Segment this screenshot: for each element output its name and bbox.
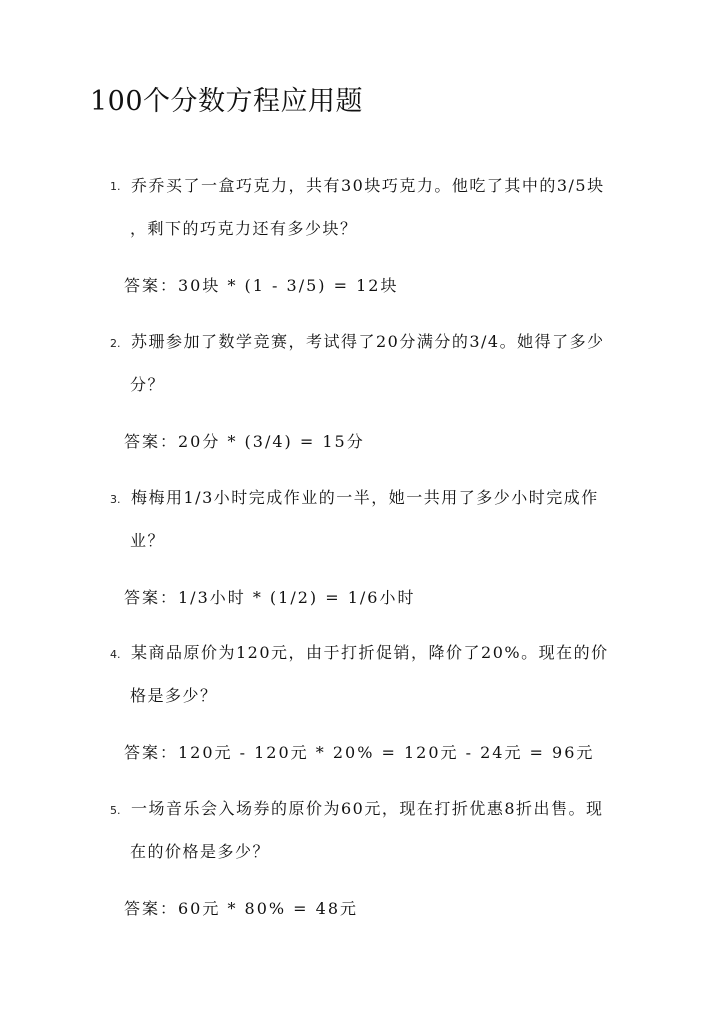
question-number: 2. [110,337,121,350]
question-text-line: 格是多少？ [130,686,218,705]
question-text-line: 一场音乐会入场券的原价为60元，现在打折优惠8折出售。现 [131,799,604,818]
question-text-line: 梅梅用1/3小时完成作业的一半，她一共用了多少小时完成作 [131,488,599,507]
answer-text: 答案：30块 * (1 - 3/5) = 12块 [124,276,399,295]
question-number: 4. [110,648,121,661]
answer-text: 答案：1/3小时 * (1/2) = 1/6小时 [124,588,416,607]
document-title: 100个分数方程应用题 [90,86,364,117]
answer-text: 答案：20分 * (3/4) = 15分 [124,432,365,451]
question-text-line: 在的价格是多少？ [130,842,271,861]
answer-text: 答案：120元 - 120元 * 20% = 120元 - 24元 = 96元 [124,743,595,762]
question-text-line: 业？ [130,531,166,550]
question-number: 1. [110,180,121,193]
question-text-line: 分？ [130,375,166,394]
question-number: 3. [110,493,121,506]
question-text-line: 乔乔买了一盒巧克力，共有30块巧克力。他吃了其中的3/5块 [131,176,605,195]
question-text-line: 某商品原价为120元，由于打折促销，降价了20%。现在的价 [131,643,609,662]
question-number: 5. [110,804,121,817]
question-text-line: 苏珊参加了数学竞赛，考试得了20分满分的3/4。她得了多少 [131,332,605,351]
question-text-line: ，剩下的巧克力还有多少块？ [130,219,358,238]
answer-text: 答案：60元 * 80% = 48元 [124,899,359,918]
